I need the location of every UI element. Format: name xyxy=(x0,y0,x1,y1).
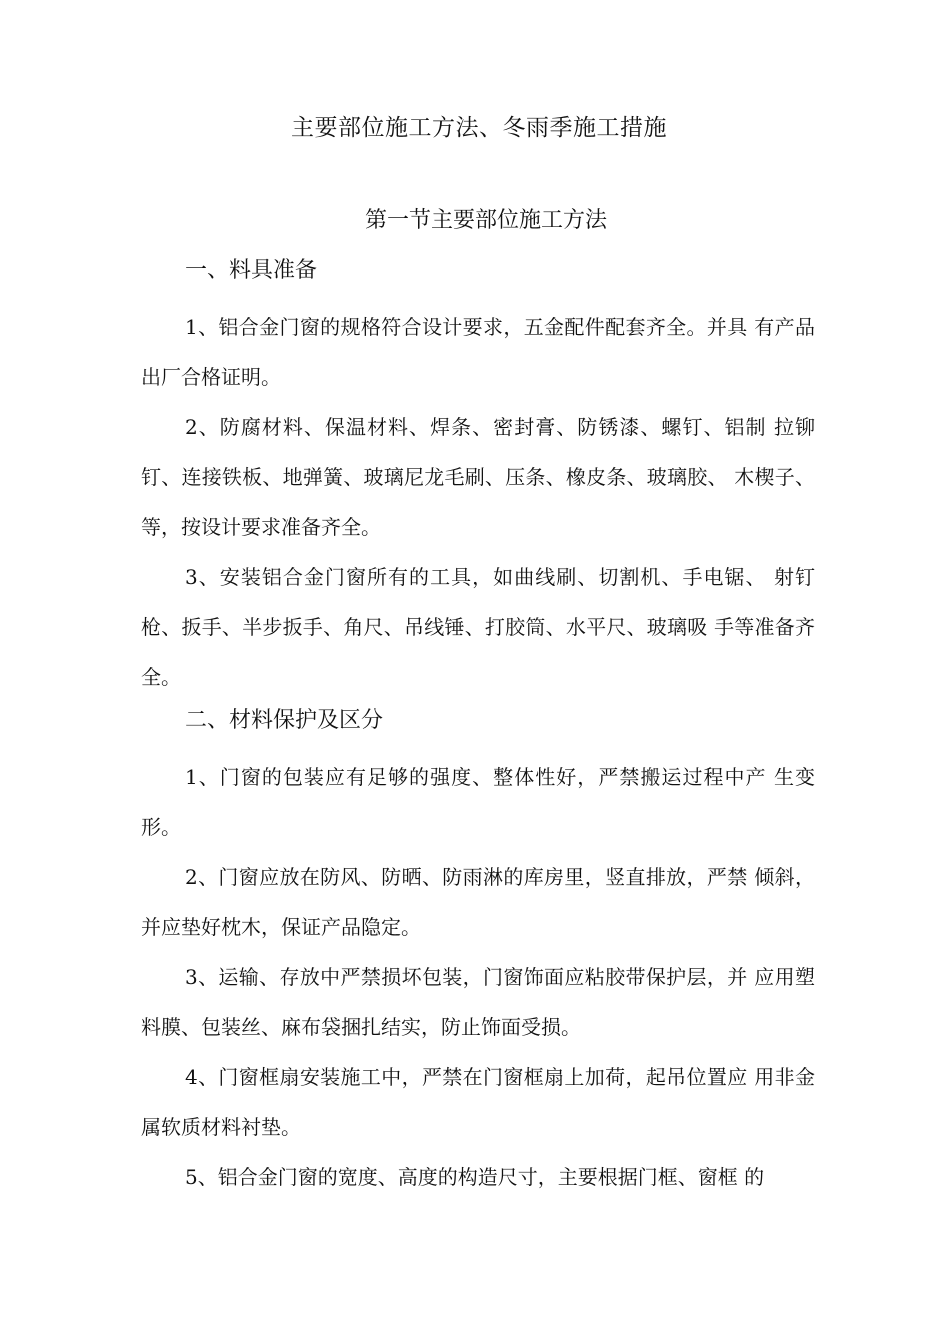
paragraph: 2、门窗应放在防风、防晒、防雨淋的库房里，竖直排放，严禁 倾斜，并应垫好枕木，保证产品隐定。 xyxy=(141,865,815,939)
section-title: 第一节主要部位施工方法 xyxy=(364,208,607,233)
paragraph: 5、铝合金门窗的宽度、高度的构造尺寸，主要根据门框、窗框 的 xyxy=(185,1165,765,1189)
subsection-heading-material-protection: 二、材料保护及区分 xyxy=(185,708,384,733)
paragraph: 4、门窗框扇安装施工中，严禁在门窗框扇上加荷，起吊位置应 用非金属软质材料衬垫。 xyxy=(141,1065,815,1139)
document-title: 主要部位施工方法、冬雨季施工措施 xyxy=(291,115,667,141)
document-body xyxy=(141,252,815,1202)
subsection-heading-materials-tools: 一、料具准备 xyxy=(185,258,318,283)
paragraph: 2、防腐材料、保温材料、焊条、密封膏、防锈漆、螺钉、铝制 拉铆钉、连接铁板、地弹簧、玻璃尼龙毛刷、压条、橡皮条、玻璃胶、 木楔子、等，按设计要求准备齐全。 xyxy=(141,415,815,539)
paragraph: 1、门窗的包装应有足够的强度、整体性好，严禁搬运过程中产 生变形。 xyxy=(141,765,815,839)
paragraph: 3、安装铝合金门窗所有的工具，如曲线刷、切割机、手电锯、 射钉枪、扳手、半步扳手、角尺、吊线锤、打胶筒、水平尺、玻璃吸 手等准备齐全。 xyxy=(141,565,815,689)
paragraph: 1、铝合金门窗的规格符合设计要求，五金配件配套齐全。并具 有产品出厂合格证明。 xyxy=(141,315,815,389)
paragraph: 3、运输、存放中严禁损坏包装，门窗饰面应粘胶带保护层，并 应用塑料膜、包装丝、麻布袋捆扎结实，防止饰面受损。 xyxy=(141,965,815,1039)
